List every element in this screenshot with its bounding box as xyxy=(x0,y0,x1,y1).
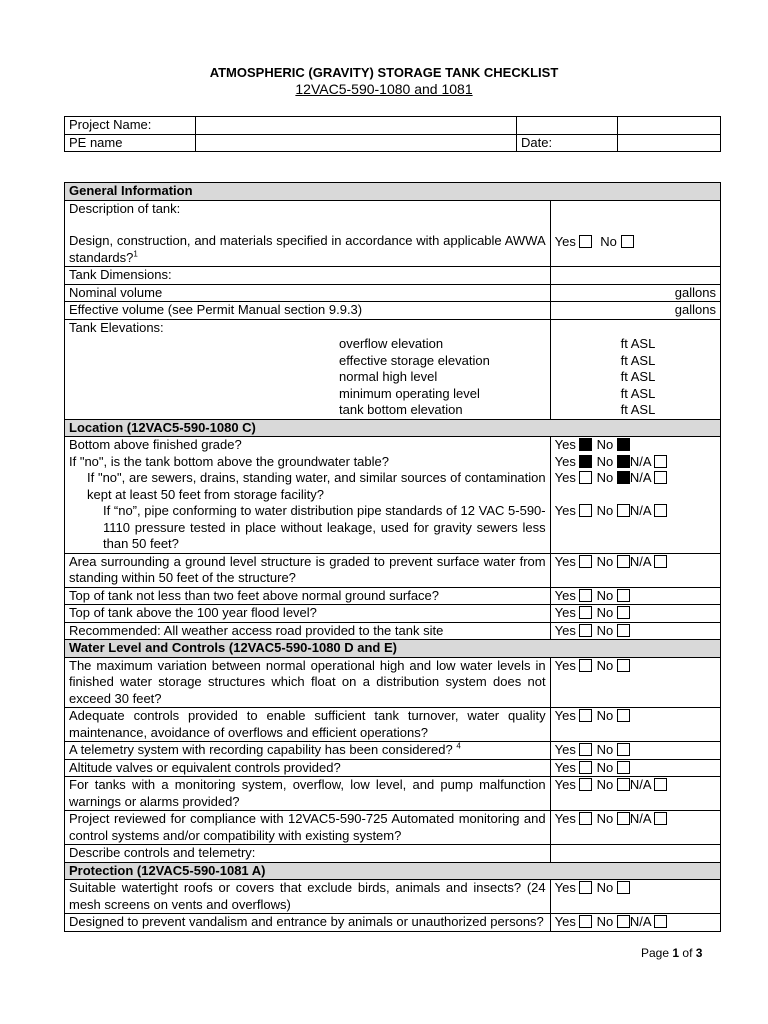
page-subtitle: 12VAC5-590-1080 and 1081 xyxy=(295,81,473,97)
water-q2: Adequate controls provided to enable sufficient tank turnover, water quality maintenance, avoidance of overflows and efficient operations? xyxy=(65,708,551,742)
na-checkbox[interactable] xyxy=(654,455,667,468)
tank-elevations-values xyxy=(550,319,720,419)
no-checkbox[interactable] xyxy=(617,659,630,672)
yes-checkbox[interactable] xyxy=(579,881,592,894)
water-q7: Describe controls and telemetry: xyxy=(65,845,551,863)
no-checkbox[interactable] xyxy=(617,709,630,722)
yes-checkbox[interactable] xyxy=(579,438,592,451)
no-checkbox[interactable] xyxy=(617,778,630,791)
date-field[interactable] xyxy=(618,134,721,152)
ft-asl-field[interactable]: ft ASL xyxy=(620,369,656,384)
no-checkbox[interactable] xyxy=(617,455,630,468)
design-yes-checkbox[interactable] xyxy=(579,235,592,248)
na-checkbox[interactable] xyxy=(654,555,667,568)
page-title: ATMOSPHERIC (GRAVITY) STORAGE TANK CHECKLIST xyxy=(209,65,559,80)
location-q4: If “no”, pipe conforming to water distribution pipe standards of 12 VAC 5-590-1110 pressure tested in place without leakage, used for gravity sewers less than 50 feet? xyxy=(103,503,546,551)
water-q1: The maximum variation between normal operational high and low water levels in finished water storage structures which float on a distribution system does not exceed 30 feet? xyxy=(65,657,551,708)
effective-volume-field[interactable]: gallons xyxy=(550,302,720,320)
yes-checkbox[interactable] xyxy=(579,709,592,722)
location-answers-cell: Yes No Yes No N/A Yes No N/A Yes No N/A xyxy=(550,437,720,554)
na-checkbox[interactable] xyxy=(654,778,667,791)
na-checkbox[interactable] xyxy=(654,471,667,484)
yes-checkbox[interactable] xyxy=(579,915,592,928)
elev-item: minimum operating level xyxy=(339,385,480,401)
checklist-table: General Information Description of tank: Design, construction, and materials specified in accordance with applicable AWWA standards?$^1$ Yes No Tank Dimensions: Nominal volume gallons Effective volume (see Permit Manual section 9.9.3) gallons Tank Elevations: overflow elevation effective storage elevation normal high level minimum operating level tank bottom elevation ft ASL ft ASL ft ASL ft ASL ft ASL Location (12VAC5-590-1080 C) Bottom above finished grade? If "no", is the tank bottom above the groundwater table? If "no", are sewers, drains, standing water, and similar sources of contamination kept at least 50 feet from storage facility? If “no”, pipe conforming to water distribution pipe standards of 12 VAC 5-590-1110 pressure tested in place without leakage, used for gravity sewers less than 50 feet? Yes No Yes No N/A Yes No N/A Yes No N/A Area surrounding a ground level structure is graded to prevent surface water from standing within 50 feet of the structure? Yes No N/A Top of tank not less than two feet above normal ground surface? Yes No Top of tank above the 100 year flood level? Yes No Recommended: All weather access road provided to the tank site Yes No Water Level and Controls (12VAC5-590-1080 D and E) The maximum variation between normal operational high and low water levels in finished water storage structures which float on a distribution system does not exceed 30 feet? Yes No Adequate controls provided to enable sufficient tank turnover, water quality maintenance, avoidance of overflows and efficient operations? Yes No A telemetry system with recording capability has been considered? $^4$ Yes No Altitude valves or equivalent controls provided? Yes No For tanks with a monitoring system, overflow, low level, and pump malfunction warnings or alarms provided? Yes No N/A Project reviewed for compliance with 12VAC5-590-725 Automated monitoring and control systems and/or compatibility with existing system? Yes No N/A Describe controls and telemetry: Protection (12VAC5-590-1081 A) Suitable watertight roofs or covers that exclude birds, animals and insects? (24 mesh screens on vents and overflows) Yes No Designed to prevent vandalism and entrance by animals or unauthorized persons? Yes No N/A xyxy=(64,182,721,932)
project-name-label: Project Name: xyxy=(65,117,196,135)
controls-telemetry-field[interactable] xyxy=(550,845,720,863)
elev-item: effective storage elevation xyxy=(339,352,490,368)
nominal-volume-label: Nominal volume xyxy=(65,284,551,302)
location-q8: Recommended: All weather access road provided to the tank site xyxy=(65,622,551,640)
yes-checkbox[interactable] xyxy=(579,659,592,672)
project-name-extra[interactable] xyxy=(517,117,618,135)
design-no-checkbox[interactable] xyxy=(621,235,634,248)
tank-description-label: Description of tank: xyxy=(69,200,181,216)
location-questions-cell xyxy=(65,437,551,554)
protection-q2: Designed to prevent vandalism and entrance by animals or unauthorized persons? xyxy=(65,914,551,932)
protection-q1: Suitable watertight roofs or covers that exclude birds, animals and insects? (24 mesh screens on vents and overflows) xyxy=(65,880,551,914)
yes-checkbox[interactable] xyxy=(579,504,592,517)
ft-asl-field[interactable]: ft ASL xyxy=(620,402,656,417)
date-label: Date: xyxy=(517,134,618,152)
yes-checkbox[interactable] xyxy=(579,471,592,484)
location-q7: Top of tank above the 100 year flood level? xyxy=(65,605,551,623)
section-water-level: Water Level and Controls (12VAC5-590-1080 D and E) xyxy=(65,640,721,658)
pe-name-field[interactable] xyxy=(196,134,517,152)
no-checkbox[interactable] xyxy=(617,624,630,637)
elev-item: normal high level xyxy=(339,369,438,384)
water-q5: For tanks with a monitoring system, overflow, low level, and pump malfunction warnings or alarms provided? xyxy=(65,777,551,811)
location-q3: If "no", are sewers, drains, standing water, and similar sources of contamination kept at least 50 feet from storage facility? xyxy=(87,470,546,502)
yes-checkbox[interactable] xyxy=(579,761,592,774)
na-checkbox[interactable] xyxy=(654,504,667,517)
pe-name-label: PE name xyxy=(65,134,196,152)
nominal-volume-field[interactable]: gallons xyxy=(550,284,720,302)
section-location: Location (12VAC5-590-1080 C) xyxy=(65,419,721,437)
ft-asl-field[interactable]: ft ASL xyxy=(620,352,656,368)
elev-item: overflow elevation xyxy=(339,336,444,351)
no-checkbox[interactable] xyxy=(617,915,630,928)
location-q5: Area surrounding a ground level structure is graded to prevent surface water from standing within 50 feet of the structure? xyxy=(65,553,551,587)
tank-elevations-cell xyxy=(65,319,551,419)
yes-checkbox[interactable] xyxy=(579,555,592,568)
no-checkbox[interactable] xyxy=(617,743,630,756)
project-header-table xyxy=(64,116,721,152)
general-description-cell xyxy=(65,200,551,267)
ft-asl-field[interactable]: ft ASL xyxy=(620,385,656,401)
location-q2: If "no", is the tank bottom above the groundwater table? xyxy=(69,453,389,469)
location-q1: Bottom above finished grade? xyxy=(69,437,242,452)
no-checkbox[interactable] xyxy=(617,606,630,619)
yes-checkbox[interactable] xyxy=(579,606,592,619)
project-name-field[interactable] xyxy=(196,117,517,135)
no-checkbox[interactable] xyxy=(617,761,630,774)
no-checkbox[interactable] xyxy=(617,504,630,517)
location-q6: Top of tank not less than two feet above normal ground surface? xyxy=(65,587,551,605)
section-general: General Information xyxy=(65,183,721,201)
tank-dimensions-label: Tank Dimensions: xyxy=(65,267,551,285)
yes-checkbox[interactable] xyxy=(579,589,592,602)
tank-elevations-label: Tank Elevations: xyxy=(69,319,164,335)
yes-checkbox[interactable] xyxy=(579,624,592,637)
water-q4: Altitude valves or equivalent controls provided? xyxy=(65,759,551,777)
elev-item: tank bottom elevation xyxy=(339,402,463,417)
section-protection: Protection (12VAC5-590-1081 A) xyxy=(65,862,721,880)
yes-checkbox[interactable] xyxy=(579,812,592,825)
ft-asl-field[interactable]: ft ASL xyxy=(620,336,656,351)
no-checkbox[interactable] xyxy=(617,555,630,568)
no-checkbox[interactable] xyxy=(617,881,630,894)
na-checkbox[interactable] xyxy=(654,812,667,825)
page-number: Page 1 of 3 xyxy=(641,946,703,960)
no-checkbox[interactable] xyxy=(617,438,630,451)
effective-volume-label: Effective volume (see Permit Manual section 9.9.3) xyxy=(65,302,551,320)
water-q3: A telemetry system with recording capability has been considered? $^4$ xyxy=(65,742,551,760)
no-checkbox[interactable] xyxy=(617,589,630,602)
water-q6: Project reviewed for compliance with 12VAC5-590-725 Automated monitoring and control systems and/or compatibility with existing system? xyxy=(65,811,551,845)
design-question: Design, construction, and materials specified in accordance with applicable AWWA standards?$^1$ xyxy=(69,233,546,265)
yes-checkbox[interactable] xyxy=(579,778,592,791)
yes-checkbox[interactable] xyxy=(579,455,592,468)
no-checkbox[interactable] xyxy=(617,812,630,825)
yes-checkbox[interactable] xyxy=(579,743,592,756)
design-answer: Yes No xyxy=(550,200,720,267)
no-checkbox[interactable] xyxy=(617,471,630,484)
project-name-extra2[interactable] xyxy=(618,117,721,135)
na-checkbox[interactable] xyxy=(654,915,667,928)
